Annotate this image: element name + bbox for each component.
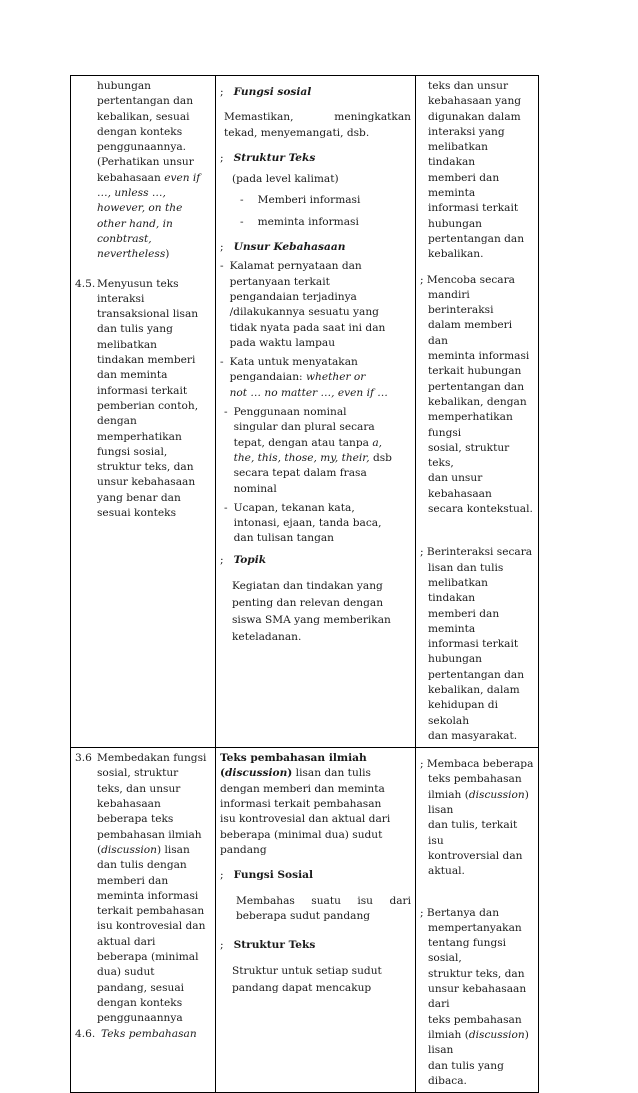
text-span: pengandaian: [229,371,306,384]
text-line: struktur teks, dan [97,461,194,474]
text-line: kebalikan, dalam [428,683,520,696]
text-line: beberapa (minimal dua) sudut [220,828,383,841]
text-line: dan tulis dengan [97,859,187,872]
text-line [97,217,211,232]
text-line: sosial, struktur [97,767,179,780]
kegiatan-berinteraksi [420,545,534,744]
fungsi-text [220,110,411,141]
table-row [71,76,539,748]
text-line: dengan konteks [97,125,183,138]
italic-text: even if [164,171,201,184]
text-line: tekad, menyemangati, dsb. [224,126,370,139]
text-line: Kata untuk menyatakan [229,356,358,369]
italic-text: discussion [225,767,288,780]
text-line: dengan konteks [97,996,183,1009]
struktur-teks-heading [220,938,411,953]
text-line: isu kontrovesial dan aktual dari [220,813,391,826]
item-text [230,259,411,351]
unsur-item [220,355,411,401]
text-line: aktual. [428,865,465,878]
text-line: dan meminta [97,369,168,382]
text-line: dan tulis yang [97,323,173,336]
kd-number: 3.6 [75,752,92,765]
text-line: dan tulisan tangan [233,532,334,545]
text-line: ; Bertanya dan [420,906,500,919]
heading-text: Unsur Kebahasaan [233,241,346,254]
title-text: Teks pembahasan ilmiah [220,752,367,765]
item-text [230,355,411,401]
text-line: nominal [233,482,277,495]
text-line: Penggunaan nominal [233,406,347,419]
text-line: Struktur untuk setiap sudut [232,965,382,978]
text-line: unsur kebahasaan dari [428,983,527,1011]
text-line: sesuai konteks [97,507,177,520]
fungsi-sosial-heading [220,85,411,100]
text-line: transaksional lisan [97,308,199,321]
kd-number: 4.5. [75,277,96,290]
text-line [97,247,211,262]
text-line: memberi dan meminta [428,607,500,635]
kd-cell [71,76,216,748]
text-line: memperhatikan fungsi [428,411,513,439]
text-line [230,370,411,385]
text-line: kontroversial dan [428,849,523,862]
text-line: dengan memberi dan meminta [220,782,385,795]
text-line: kebahasaan yang [428,95,522,108]
text-line: (Perhatikan unsur [97,156,194,169]
text-line: teks pembahasan [428,1013,522,1026]
text-line: Memastikan, meningkatkan [224,111,411,124]
italic-text: the, this, those, my, their, [233,451,370,464]
text-line: melibatkan tindakan [428,141,489,169]
text-span: ) lisan [428,788,529,817]
kd-4-6 [75,1027,211,1042]
dash-marker: - [224,501,228,514]
text-line: kebahasaan [97,798,161,811]
text-line: ; Mencoba secara [420,273,515,286]
text-line: tidak nyata pada saat ini dan [229,321,386,334]
text-line: keteladanan. [232,631,302,644]
italic-text: however, on the [97,202,183,215]
text-line: interaksi [97,292,145,305]
kegiatan-cell [416,748,539,1093]
bullet-marker: ; [220,86,224,98]
text-line: informasi terkait pembahasan [220,798,382,811]
text-line: pertentangan dan [428,668,525,681]
topik-heading [220,553,411,568]
text-line [428,788,534,819]
text-line: dan tulis, terkait isu [428,819,518,847]
text-line: Membahas suatu isu dari [236,894,411,907]
text-line: ; Berinteraksi secara [420,546,533,559]
struktur-item [220,215,411,230]
heading-text: Struktur Teks [233,151,316,164]
heading-text: Fungsi Sosial [233,869,313,882]
text-line [97,843,211,858]
text-span: ( [97,843,102,856]
text-line: memberi dan [97,874,169,887]
text-line: teks pembahasan [428,773,522,786]
text-line: pandang dapat mencakup [232,982,372,995]
text-line: meminta informasi [428,350,530,363]
unsur-kebahasaan-heading [220,240,411,255]
italic-text: Teks pembahasan [101,1027,197,1040]
curriculum-table-page [70,75,538,1093]
text-block [420,921,534,1089]
text-line: pertentangan dan [97,95,194,108]
text-line: lisan dan tulis [428,561,504,574]
text-line: pandang [220,843,267,856]
italic-text: conbtrast, [97,232,152,245]
unsur-item [220,501,411,547]
text-line: Membedakan fungsi [97,752,207,765]
text-line: mempertanyakan [428,921,522,934]
text-line: /dilakukannya sesuatu yang [229,306,379,319]
materi-cell [216,76,416,748]
text-line: dan tulis yang dibaca. [428,1059,504,1087]
kd-3-6 [75,751,211,766]
unsur-item [220,405,411,497]
text-span: ) lisan [156,843,190,856]
text-line: memberi dan meminta [428,171,500,200]
text-line: hubungan [97,80,151,92]
text-span: ) [165,248,170,261]
heading-text: Struktur Teks [233,939,316,952]
bullet-marker: ; [220,553,224,566]
text-line: pandang, sesuai [97,981,185,994]
bullet-marker: ; [220,939,224,952]
fungsi-text [220,894,411,925]
text-line: beberapa teks [97,813,174,826]
topik-text [220,578,411,646]
text-span: tepat, dengan atau tanpa [233,436,373,449]
text-line: pertentangan dan [428,232,525,245]
kegiatan-mencoba [420,273,534,518]
text-line: hubungan [428,217,482,230]
text-span: dsb [369,451,392,464]
text-line: terkait hubungan [428,365,522,378]
text-line [97,232,211,247]
text-line: unsur kebahasaan [97,476,196,489]
text-line: pertanyaan terkait [229,275,330,288]
text-line: ; Membaca beberapa [420,758,534,771]
dash-marker: - [240,194,244,207]
bullet-marker: ; [220,151,224,164]
kd-text [97,277,198,522]
text-line: fungsi sosial, [97,445,168,458]
text-line [97,201,211,216]
text-line: aktual dari [97,935,156,948]
table-row [71,748,539,1093]
text-line: struktur teks, dan [428,967,525,980]
italic-text: nevertheless [97,248,166,261]
text-block [420,561,534,745]
text-line: beberapa (minimal [97,951,199,964]
text-line: dalam memberi dan [428,319,513,347]
curriculum-table [70,75,539,1093]
italic-text: not … no matter …, even if … [229,386,388,399]
text-line: pertentangan dan [428,380,525,393]
text-line: kebalikan, dengan [428,395,527,408]
text-line: terkait pembahasan [97,905,205,918]
text-line: pada waktu lampau [229,336,336,349]
text-line: kehidupan di sekolah [428,699,498,727]
text-line: informasi terkait [428,638,519,651]
italic-text: a, [372,436,382,449]
text-line: melibatkan tindakan [428,576,489,605]
item-text: meminta informasi [257,215,359,228]
heading-text: Topik [233,553,267,566]
text-line: informasi terkait [428,202,519,215]
item-text: Memberi informasi [257,194,361,207]
text-line: Kalamat pernyataan dan [229,260,362,273]
text-line [220,766,411,781]
italic-text: discussion [468,1028,525,1041]
text-line: Ucapan, tekanan kata, [233,501,355,514]
text-line: tindakan memberi [97,354,196,367]
struktur-text [220,963,411,997]
kd-continuation [75,79,211,263]
kegiatan-bertanya [420,906,534,1090]
text-line: kebalikan, sesuai [97,110,190,123]
kd-cell [71,748,216,1093]
italic-text: discussion [101,843,157,856]
text-span: ilmiah ( [428,788,469,801]
text-line [97,171,211,186]
text-line: yang benar dan [97,491,181,504]
bullet-marker: ; [220,241,224,254]
item-text [234,405,411,497]
italic-text: …, unless …, [97,187,166,200]
materi-cell [216,748,416,1093]
text-line: hubungan [428,653,482,666]
text-line: penggunaannya. [97,141,187,154]
text-line [97,186,211,201]
text-line: pembahasan ilmiah [97,828,202,841]
text-line [234,451,411,466]
text-line: pemberian contoh, [97,399,199,412]
text-line: interaksi yang [428,125,505,138]
text-line [230,386,411,401]
item-text [234,501,411,547]
text-line: kebalikan. [428,248,484,261]
text-span: ilmiah ( [428,1028,469,1041]
bullet-marker: ; [220,869,224,882]
text-line: dan unsur kebahasaan [428,472,492,500]
text-line: mandiri berinteraksi [428,288,494,317]
italic-text: discussion [468,788,525,801]
text-line [428,1028,534,1059]
fungsi-sosial-heading [220,868,411,883]
struktur-item [220,193,411,208]
dash-marker: - [220,356,224,369]
kegiatan-continuation [420,79,534,263]
heading-text: Fungsi sosial [233,86,312,98]
text-line: secara tepat dalam frasa [233,467,367,480]
text-line: penting dan relevan dengan [232,597,384,610]
text-span: ) lisan [428,1028,529,1057]
text-line: secara kontekstual. [428,503,533,516]
materi-title [220,751,411,858]
text-line: Kegiatan dan tindakan yang [232,580,383,593]
text-span: ) [287,767,293,780]
text-line: dan masyarakat. [428,729,518,742]
struktur-teks-heading [220,151,411,166]
text-line: meminta informasi [97,889,199,902]
text-line: dengan [97,415,137,428]
struktur-note: (pada level kalimat) [232,173,339,186]
kd-number: 4.6. [75,1027,96,1040]
text-block [420,288,534,517]
italic-text: other hand, in [97,217,173,230]
text-line: teks dan unsur [428,80,509,92]
text-line [234,436,411,451]
text-span: lisan dan tulis [292,767,371,780]
text-line: Menyusun teks [97,277,179,290]
dash-marker: - [220,260,224,273]
text-line: melibatkan [97,338,158,351]
text-line: dua) sudut [97,966,155,979]
kegiatan-cell [416,76,539,748]
text-block [420,772,534,879]
kd-4-5 [75,277,211,522]
unsur-item [220,259,411,351]
kegiatan-membaca [420,757,534,879]
text-span: kebahasaan [97,171,165,184]
text-line: isu kontrovesial dan [97,920,206,933]
text-span: ( [220,767,226,780]
text-line: memperhatikan [97,430,182,443]
text-line: pengandaian terjadinya [229,290,357,303]
text-line: siswa SMA yang memberikan [232,614,391,627]
text-line: beberapa sudut pandang [236,909,371,922]
text-line: sosial, struktur teks, [428,441,510,470]
text-line: intonasi, ejaan, tanda baca, [233,517,382,530]
text-line: digunakan dalam [428,110,521,123]
italic-text: whether or [305,371,366,384]
text-line: tentang fungsi sosial, [428,937,507,965]
dash-marker: - [240,215,244,228]
text-line: teks, dan unsur [97,782,181,795]
text-line: singular dan plural secara [233,421,375,434]
kd-text [75,766,211,1026]
text-line: penggunaannya [97,1012,183,1025]
dash-marker: - [224,406,228,419]
text-line: informasi terkait [97,384,188,397]
